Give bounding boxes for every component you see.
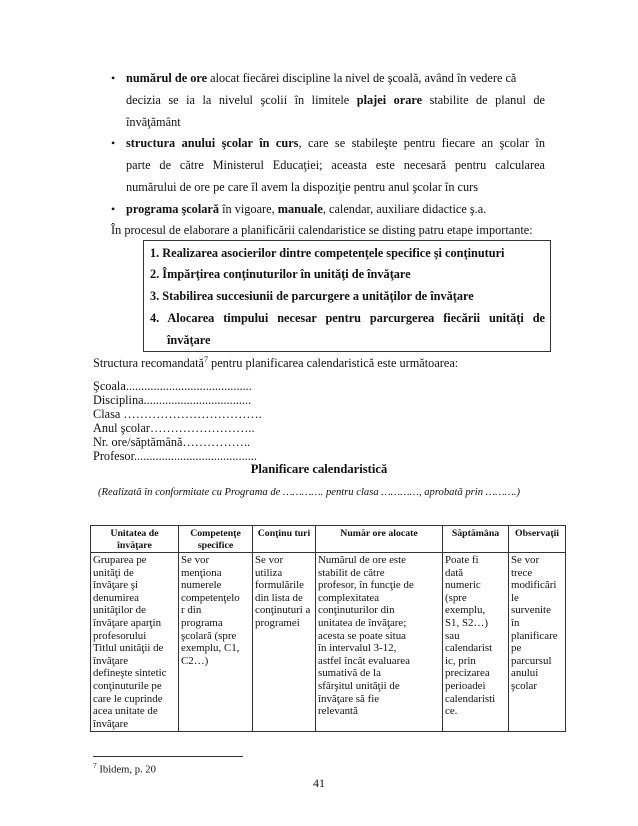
cell-line: Se vor: [511, 554, 540, 566]
intro-text: În procesul de elaborare a planificării calendaristice se disting patru etape importante:: [111, 223, 533, 237]
cell-line: stabilit de către: [318, 566, 385, 579]
cell-line: unităţi de: [93, 566, 134, 579]
text-run: alocat fiecărei discipline la nivel de şcoală, având în vedere că: [207, 71, 517, 85]
header-saptamana: Săptămâna: [443, 526, 509, 553]
cell-line: parcursul: [511, 654, 552, 667]
cell-observatii: [509, 553, 566, 732]
step-2: 2. Împărţirea conţinuturilor în unităţi de învăţare: [150, 267, 411, 281]
cell-line: (spre: [445, 591, 467, 604]
plan-title: Planificare calendaristică: [250, 462, 388, 476]
cell-line: utiliza: [255, 566, 283, 579]
bullet-1-runs: [126, 71, 516, 86]
table-header-row: [91, 526, 566, 553]
form-an-scolar: Anul şcolar……………………..: [93, 421, 255, 435]
bullet-dot: •: [111, 136, 116, 150]
cell-line: învăţare şi: [93, 579, 139, 592]
cell-line: unităţilor de: [93, 604, 146, 617]
cell-numar-ore: [316, 553, 443, 732]
cell-line: ic, prin: [445, 654, 476, 667]
cell-line: denumirea: [93, 591, 139, 604]
cell-line: învăţare: [93, 717, 129, 730]
cell-line: precizarea: [445, 667, 490, 680]
cell-saptamana: [443, 553, 509, 732]
form-scoala: Şcoala.........................................: [93, 379, 252, 393]
cell-line: acesta se poate situa: [318, 629, 406, 642]
cell-line: S1, S2…): [445, 616, 488, 629]
cell-line: pe: [511, 642, 522, 655]
cell-line: şcolar: [511, 679, 538, 692]
bullet-1-line-2: [126, 93, 545, 108]
cell-line: survenite: [511, 604, 551, 617]
bullet-dot: •: [111, 71, 116, 85]
footnote-ref: 7: [203, 355, 208, 364]
header-observatii: Observaţii: [509, 526, 566, 553]
bullet-1-runs-2: [126, 93, 545, 108]
cell-line: Poate fi: [445, 554, 479, 566]
cell-line: numerele: [181, 579, 222, 592]
structure-line: [93, 355, 458, 371]
cell-line: Se vor: [181, 554, 210, 566]
bullet-2-line-3: numărului de ore pe care îl avem la dispoziţie pentru anul şcolar în curs: [126, 180, 479, 194]
text-run: decizia se ia la nivelul şcolii în limitele: [126, 93, 357, 107]
form-nr-ore: Nr. ore/săptămână……………..: [93, 435, 251, 449]
cell-line: programei: [255, 616, 300, 629]
step-1: 1. Realizarea asocierilor dintre competenţele specifice şi conţinuturi: [150, 246, 505, 260]
cell-line: sau: [445, 629, 460, 642]
cell-line: în: [511, 616, 520, 629]
cell-line: profesorului: [93, 629, 147, 642]
cell-line: în intervalul 3-12,: [318, 642, 397, 655]
footnote-rule: [93, 756, 243, 757]
structure-rest: pentru planificarea calendaristică este următoarea:: [207, 356, 459, 371]
cell-line: şcolară (spre: [181, 629, 237, 642]
cell-line: unitatea de învăţare;: [318, 616, 407, 629]
cell-line: calendarist: [445, 642, 493, 655]
header-competente: Competenţe specifice: [179, 526, 253, 553]
cell-line: dată: [445, 566, 464, 579]
form-profesor: Profesor........................................: [93, 449, 257, 463]
cell-line: C2…): [181, 654, 209, 667]
form-clasa: Clasa …………………………….: [93, 407, 262, 421]
text-run: , care se stabileşte pentru fiecare an şcolar în: [298, 136, 545, 150]
bold-run: manuale: [277, 202, 323, 216]
form-disciplina: Disciplina...................................: [93, 393, 252, 407]
footnote: [93, 761, 156, 776]
cell-line: învăţare: [93, 654, 129, 667]
step-4: 4. Alocarea timpului necesar pentru parcurgerea fiecării unităţi de: [150, 311, 545, 325]
cell-line: r din: [181, 604, 202, 617]
step-3: 3. Stabilirea succesiunii de parcurgere a unităţilor de învăţare: [150, 289, 474, 303]
cell-line: numeric: [445, 579, 481, 592]
bold-run: programa şcolară: [126, 202, 220, 216]
page-number: 41: [313, 776, 325, 790]
planning-table: [90, 525, 566, 732]
cell-line: exemplu,: [445, 604, 486, 617]
step-4-cont: învăţare: [167, 333, 211, 347]
cell-line: relevantă: [318, 705, 358, 718]
cell-line: ce.: [445, 705, 458, 718]
cell-line: sumativă de la: [318, 667, 381, 680]
bullet-3-runs: [126, 202, 486, 216]
cell-line: formulările: [255, 579, 304, 592]
cell-line: competenţelo: [181, 591, 240, 604]
cell-line: profesor, în funcţie de: [318, 579, 414, 592]
cell-line: Numărul de ore este: [318, 554, 406, 566]
bold-run: numărul de ore: [126, 71, 208, 85]
cell-line: le: [511, 591, 519, 604]
cell-line: Gruparea pe: [93, 554, 147, 566]
bullet-2-line-1: [126, 136, 545, 151]
bold-run: structura anului şcolar în curs: [126, 136, 299, 150]
cell-line: care le cuprinde: [93, 692, 163, 705]
cell-line: complexitatea: [318, 591, 380, 604]
cell-line: Se vor: [255, 554, 284, 566]
bold-run: plajei orare: [356, 93, 423, 107]
bullet-3-line-1: [126, 202, 486, 217]
cell-line: conţinuturile pe: [93, 679, 162, 692]
cell-line: învăţare să fie: [318, 692, 380, 705]
header-unitatea: Unitatea de învăţare: [91, 526, 179, 553]
header-continuturi: Conţinu turi: [253, 526, 316, 553]
cell-line: perioadei: [445, 679, 486, 692]
footnote-text: Ibidem, p. 20: [96, 764, 156, 776]
cell-line: conţinuturilor din: [318, 604, 395, 617]
cell-line: menţiona: [181, 566, 222, 579]
bullet-dot: •: [111, 202, 116, 216]
table-row: [91, 553, 566, 732]
bullet-2-line-2: parte de către Ministerul Educaţiei; aceasta este necesară pentru calcularea: [126, 158, 545, 172]
cell-line: calendaristi: [445, 692, 496, 705]
cell-competente: [179, 553, 253, 732]
header-numar-ore: Număr ore alocate: [316, 526, 443, 553]
cell-line: trece: [511, 566, 533, 579]
cell-line: conţinuturi a: [255, 604, 311, 617]
cell-line: Titlul unităţii de: [93, 642, 164, 655]
bullet-2-runs: [126, 136, 545, 151]
cell-line: astfel încât evaluarea: [318, 654, 410, 667]
cell-unitatea: [91, 553, 179, 732]
footnote-mark: 7: [93, 761, 97, 770]
text-run: în vigoare,: [219, 202, 278, 216]
text-run: stabilite de planul de: [422, 93, 545, 107]
cell-continuturi: [253, 553, 316, 732]
structure-text: Structura recomandată: [93, 356, 204, 371]
cell-line: anului: [511, 667, 539, 680]
cell-line: din lista de: [255, 591, 303, 604]
bullet-1-line-3: învăţământ: [126, 115, 181, 129]
cell-line: exemplu, C1,: [181, 642, 240, 655]
text-run: , calendar, auxiliare didactice ş.a.: [322, 202, 487, 216]
cell-line: sfârşitul unităţii de: [318, 679, 400, 692]
plan-note: (Realizată în conformitate cu Programa de …………. pentru clasa …………, aprobată prin ……….): [98, 487, 521, 498]
cell-line: acea unitate de: [93, 705, 158, 718]
cell-line: defineşte sintetic: [93, 667, 167, 680]
cell-line: planificare: [511, 629, 558, 642]
bullet-1-line-1: [126, 71, 545, 86]
cell-line: modificări: [511, 579, 557, 592]
cell-line: învăţare aparţin: [93, 616, 162, 629]
cell-line: programa: [181, 616, 223, 629]
